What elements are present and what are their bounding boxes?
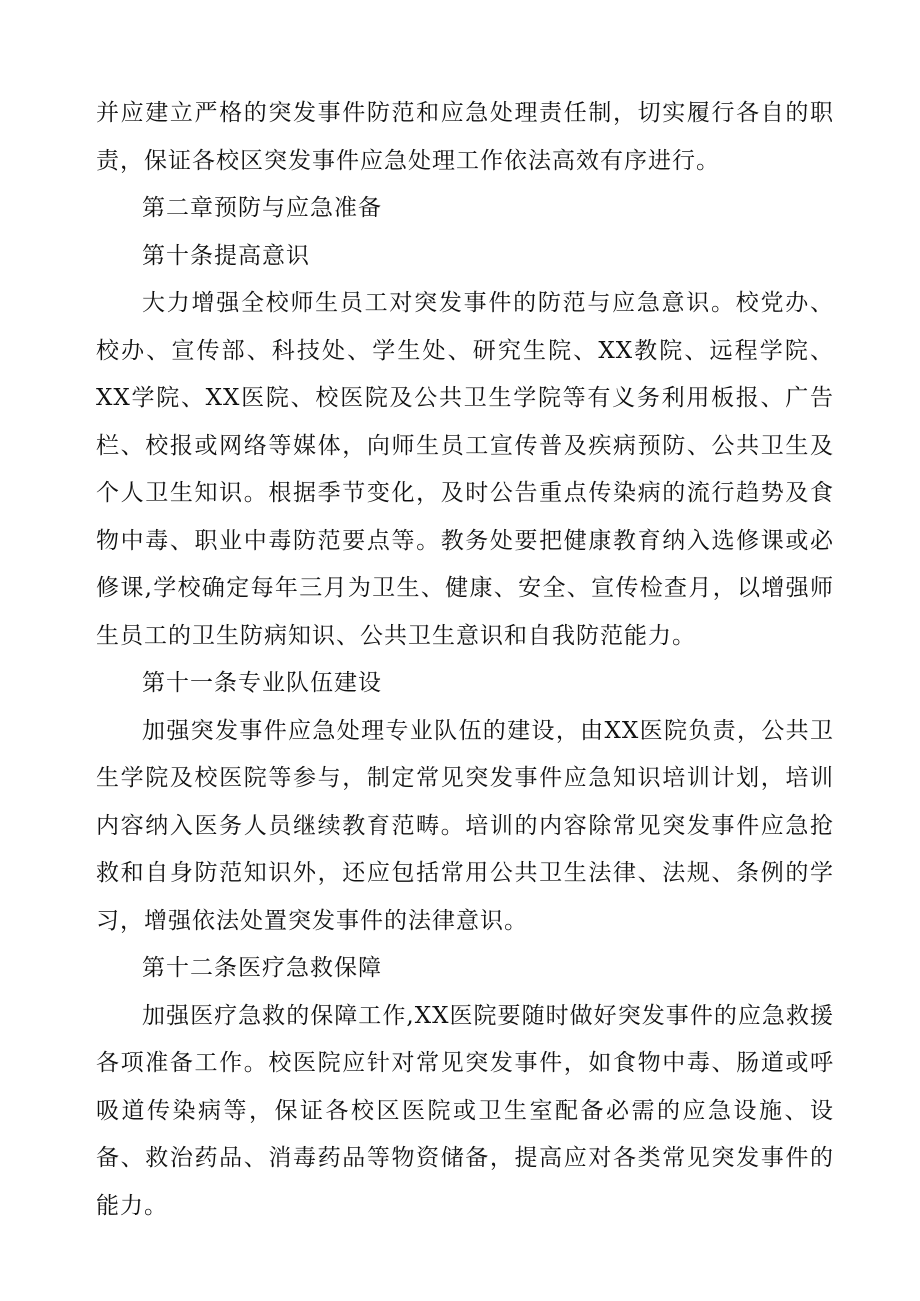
article-body-11: 加强突发事件应急处理专业队伍的建设，由XX医院负责，公共卫生学院及校医院等参与，制定常见突发事件应急知识培训计划，培训内容纳入医务人员继续教育范畴。培训的内容除常见突发事件应急抢救和自身防范知识外，还应包括常用公共卫生法律、法规、条例的学习，增强依法处置突发事件的法律意识。 [96,717,834,934]
article-body-10: 大力增强全校师生员工对突发事件的防范与应急意识。校党办、校办、宣传部、科技处、学生处、研究生院、XX教院、远程学院、XX学院、XX医院、校医院及公共卫生学院等有义务利用板报、广告栏、校报或网络等媒体，向师生员工宣传普及疾病预防、公共卫生及个人卫生知识。根据季节变化，及时公告重点传染病的流行趋势及食物中毒、职业中毒防范要点等。教务处要把健康教育纳入选修课或必修课,学校确定每年三月为卫生、健康、安全、宣传检查月，以增强师生员工的卫生防病知识、公共卫生意识和自我防范能力。 [96,290,834,649]
chapter-heading: 第二章预防与应急准备 [142,195,382,221]
article-heading-10: 第十条提高意识 [142,242,310,269]
article-heading-11: 第十一条专业队伍建设 [142,670,382,696]
article-heading-12: 第十二条医疗急救保障 [142,955,382,981]
article-body-12: 加强医疗急救的保障工作,XX医院要随时做好突发事件的应急救援各项准备工作。校医院应针对常见突发事件，如食物中毒、肠道或呼吸道传染病等，保证各校区医院或卫生室配备必需的应急设施、设备、救治药品、消毒药品等物资储备，提高应对各类常见突发事件的能力。 [96,1002,834,1219]
paragraph-continuation: 并应建立严格的突发事件防范和应急处理责任制，切实履行各自的职责，保证各校区突发事件应急处理工作依法高效有序进行。 [96,100,834,174]
